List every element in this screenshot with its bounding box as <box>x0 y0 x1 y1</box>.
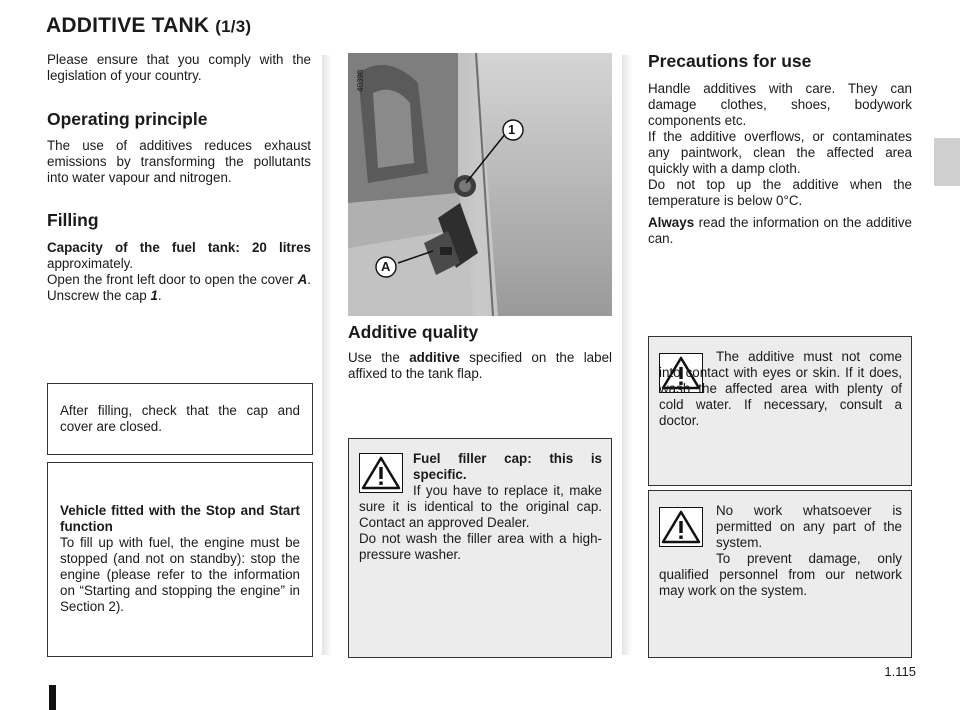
note-box-stop-start <box>47 462 313 657</box>
quality-heading: Additive quality <box>348 322 479 342</box>
warning-text: No work whatsoever is permitted on any part of the system. To prevent damage, only qualified personnel from our network may work on the system. <box>659 503 902 598</box>
column-separator <box>322 55 332 655</box>
section-tab <box>934 138 960 186</box>
filling-heading: Filling <box>47 210 99 230</box>
warning-box-no-work <box>648 490 912 658</box>
van-side-illustration <box>348 53 612 316</box>
callout-a: A <box>381 259 391 274</box>
image-id: 40398 <box>356 69 365 92</box>
warning-text: The additive must not come into contact with eyes or skin. If it does, wash the affected area with plenty of cold water. If necessary, consult a doctor. <box>659 349 902 428</box>
warning-box-eyes-skin <box>648 336 912 486</box>
precautions-heading: Precautions for use <box>648 51 812 71</box>
stop-start-text: Vehicle fitted with the Stop and Start function To fill up with fuel, the engine must be stopped (and not on standby): stop the engine (please refer to the information on “Starting and stopping the engine” in Section 2). <box>60 503 300 614</box>
column-separator <box>622 55 632 655</box>
page-part: (1/3) <box>215 17 252 36</box>
note-box-closed <box>47 383 313 455</box>
crop-mark <box>49 685 56 710</box>
operating-text: The use of additives reduces exhaust emissions by transforming the pollutants into water vapour and nitrogen. <box>47 138 311 185</box>
precautions-text: Handle additives with care. They can damage clothes, shoes, bodywork components etc. If the additive overflows, or contaminates any paintwork, clean the affected area quickly with a damp cloth. Do not top up the additive when the temperature is below 0°C. Always read the information on the additive can. <box>648 81 912 246</box>
intro-text: Please ensure that you comply with the legislation of your country. <box>47 52 311 83</box>
filling-text: Capacity of the fuel tank: 20 litres approximately. Open the front left door to open the cover A. Unscrew the cap 1. <box>47 240 311 303</box>
warning-box-filler-cap <box>348 438 612 658</box>
additive-tank-photo <box>348 53 612 316</box>
page-title: ADDITIVE TANK (1/3) <box>46 14 252 37</box>
warning-text: Fuel filler cap: this is specific. If you have to replace it, make sure it is identical to the original cap. Contact an approved Dealer. Do not wash the filler area with a high-pressure washer. <box>359 451 602 562</box>
operating-heading: Operating principle <box>47 109 208 129</box>
quality-text: Use the additive specified on the label affixed to the tank flap. <box>348 350 612 381</box>
callout-1: 1 <box>508 122 516 137</box>
note-text: After filling, check that the cap and cover are closed. <box>60 403 300 434</box>
page-number: 1.115 <box>884 664 916 679</box>
